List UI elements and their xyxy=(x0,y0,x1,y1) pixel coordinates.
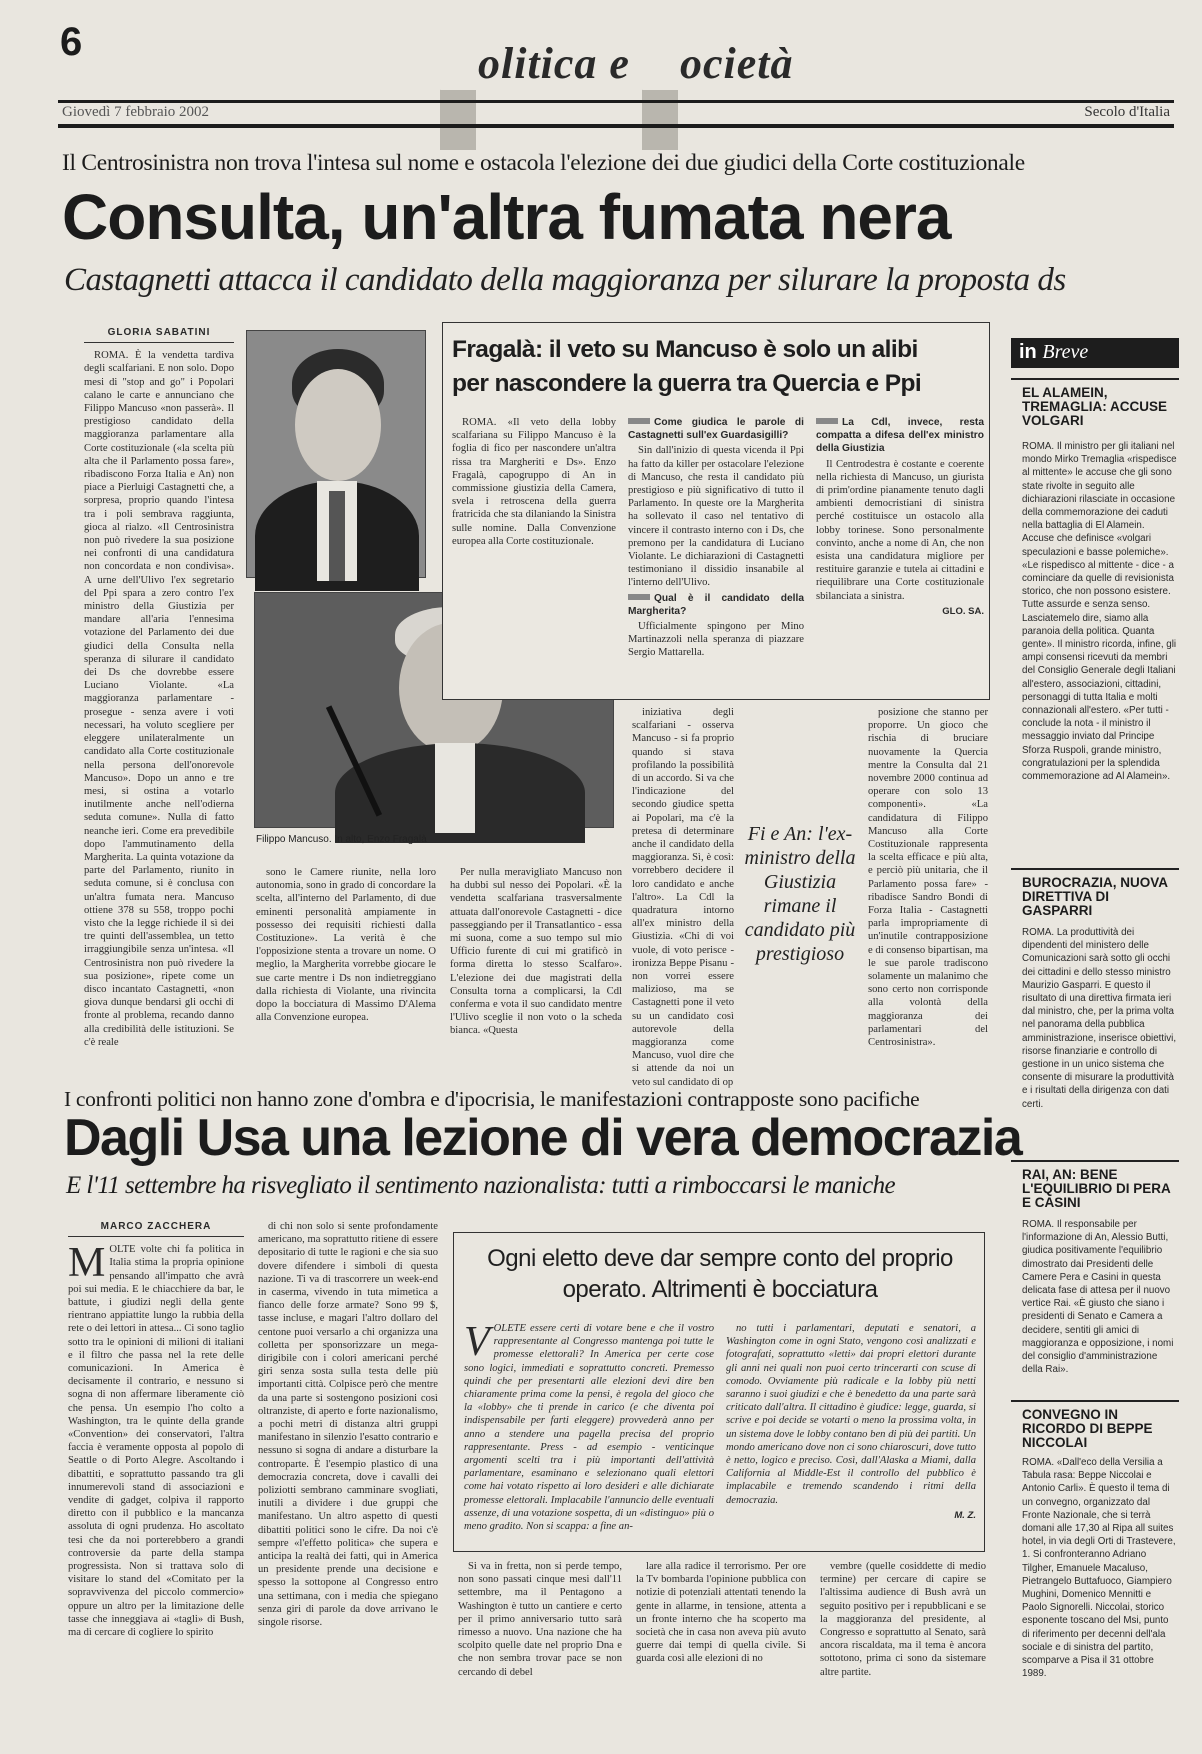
story1-column2 xyxy=(256,866,436,1070)
story1-headline: Consulta, un'altra fumata nera xyxy=(62,181,951,253)
interview-col3 xyxy=(816,416,984,694)
story1-col4-text: iniziativa degli scalfariani - osserva Mancuso - si fa proprio quando si stava profilando la possibilità di un accordo. Si va che l'indicazione del secondo giudice spetta ai Popolari, ma c'è la pretesa di determinare anche il candidato della maggioranza. Sì, è così: vorrebbero decidere il loro candidato e anche l'altro». La Cdl la quadratura intorno all'ex ministro della Giustizia. «Chi di voi vuole, di voto perisce - ironizza Beppe Pisanu - non vorrei essere malizioso, ma se Castagnetti pone il veto su un candidato così autorevole della maggioranza come Mancuso, vuol dire che si attende da noi un veto sul candidato di op xyxy=(632,707,734,1088)
section-title-part2: ocietà xyxy=(679,39,794,88)
photo-caption: Filippo Mancuso. In alto, Enzo Fragalà xyxy=(256,834,427,845)
breve-item1-title: EL ALAMEIN, TREMAGLIA: ACCUSE VOLGARI xyxy=(1022,385,1167,428)
page-number: 6 xyxy=(60,20,83,64)
story1-subhead: Castagnetti attacca il candidato della maggioranza per silurare la proposta ds xyxy=(64,262,1066,298)
story2-bottom-col3 xyxy=(820,1560,986,1730)
story2-col1-text: OLTE volte chi fa politica in Italia stima la propria opinione pensando all'impatto che avrà poi sui media. E le chiacchiere da bar, le battute, i giudizi negli della gente rientrano appiattite lungo la rubbia della rete o dei lettori in attesa... Ci sono taglio sotto tra le opinioni di milioni di italiani e il filtro che passa nel la rete delle comunicazioni. In America è decisamente il contrario, e nessuno si sogna di non affermare liberamente ciò che pensa. Un esempio l'ho colto a Washington, tra le quinte della grande «Convention» dei conservatori, l'altra faccia è veramente opposta al popolo di Seattle o di Porto Alegre. Ascoltando i dibattiti, e soprattutto passando tra gli innumerevoli stand di associazioni e vendite di gadget, colpiva il rapporto diretto con il pubblico e la mancanza assoluta di ogni prudenza. Ho ascoltato tesi che da noi porterebbero a grandi controversie da parte della stampa progressista. Non si trattava solo di visitare lo stand del «Comitato per la sopravvivenza del piccolo commercio» oppure un altro per la limitazione delle tasse che inneggiava ai «tagli» di Bush, ma di cercare di cogliere lo spirito xyxy=(68,1244,244,1639)
breve-item4-title: CONVEGNO IN RICORDO DI BEPPE NICCOLAI xyxy=(1022,1407,1153,1450)
story1-column5 xyxy=(868,706,988,1070)
story1-col3-text: Per nulla meravigliato Mancuso non ha dubbi sul nesso dei Popolari. «È la vendetta scalfariana trasversalmente attuata dall'onorevole Castagnetti - dice passeggiando per il Transatlantico - essa mi suona, come a suo tempo sul mio Ufficio furente di cui mi gratificò in forma diretta lo stesso Scalfaro». L'elezione dei due magistrati della Consulta torna a complicarsi, la Cdl conferma e vota il suo candidato mentre l'Ulivo sceglie il non voto o la scheda bianca. «Questa xyxy=(450,867,622,1037)
breve-rule xyxy=(1011,868,1179,870)
interview-question-2 xyxy=(628,592,804,618)
story2-headline: Dagli Usa una lezione di vera democrazia xyxy=(64,1109,1022,1167)
interview-question-3 xyxy=(816,416,984,456)
paper-name: Secolo d'Italia xyxy=(1084,104,1170,120)
opinion-column1 xyxy=(464,1319,714,1544)
opinion-col2-text: no tutti i parlamentari, deputati e senatori, a Washington come in ogni Stato, vengono così analizzati e fotografati, soprattutto «letti» dai propri elettori durante gli anni nei quali non puoi certo trincerarti con scuse di comodo. Ovviamente più radicale e la lobby più netti saranno i suoi giudizi e che è benedetto da una parte sarà criticato dall'altra. Il cittadino è giudice: legge, guarda, si scrive e poi decide se votarti o meno la prossima volta, in un sistema dove le lobby contano ben di più dei partiti. Un mondo americano dove non ci sono chiaroscuri, dove tutto è netto, logico e preciso. Così, dall'Alaska a Miami, dalla California al Middle-Est il controllo del pubblico è implacabile e tremendo scandendo i ritmi della democrazia. xyxy=(726,1323,976,1506)
story1-byline: GLORIA SABATINI xyxy=(84,326,234,343)
interview-q1-text: Come giudica le parole di Castagnetti sull'ex Guardasigilli? xyxy=(628,417,804,442)
photo-face xyxy=(295,369,381,481)
breve-item4-text: ROMA. «Dall'eco della Versilia a Tabula rasa: Beppe Niccolai e Antonio Carli». È questo il tema di un convegno, organizzato dal Fronte Nazionale, che si terrà domani alle 17,30 al Ripa all suites hotel, in via degli Orti di Trastevere, 1. Si confronteranno Adriano Tilgher, Emanuele Macaluso, Pietrangelo Buttafuoco, Giampiero Mughini, Domenico Mennitti e Paolo Signorelli. Niccolai, storico esponente toscano del Msi, punto di riferimento per decenni dell'ala sociale e di sinistra del partito, scomparve a Pisa il 31 ottobre 1989. xyxy=(1022,1457,1176,1680)
story2-column1 xyxy=(68,1220,244,1730)
story1-col1-text: ROMA. È la vendetta tardiva degli scalfariani. E non solo. Dopo mesi di "stop and go" i Popolari calano le carte e annunciano che Filippo Mancuso «non passerà». Il prestigioso candidato della maggioranza parlamentare alla Corte costituzionale («la scelta più alta che il Parlamento possa fare», ribadiscono Forza Italia e An) non piace a Pierluigi Castagnetti che, a sorpresa, proprio quando l'intesa tra i poli sembrava raggiunta, gioca al rialzo. «Il Centrosinistra non può rivedere la sua posizione nei confronti di una candidatura non concordata e non condivisa». A urne dell'Ulivo l'ex segretario del Ppi spara a zero contro l'ex ministro della Giustizia per mandare all'aria l'ennesima votazione del Parlamento dei due giudici della Consulta nella speranza di silurare il candidato dei Ds che dovrebbe essere Luciano Violante. «La maggioranza parlamentare - prosegue - senza avere i voti necessari, ha voluto scegliere per eleggere unilateralmente un candidato alla Corte costituzionale nella persona dell'onorevole Mancuso». Dopo un anno e tre mesi, si ostina a votarlo inutilmente anche nell'odierna seduta comune». Nulla di fatto neanche ieri. Come era prevedibile dopo l'ammutinamento della Margherita. La quinta votazione da parte del Parlamento, riunito in seduta comune, si è conclusa con un'altra fumata nera. Mancuso ottiene 378 su 558, troppo pochi visto che la legge richiede il sì dei tre quinti dell'assemblea, un tetto irraggiungibile senza un'intesa. «Il Centrosinistra non può rivedere la sua posizione», ripete come un disco incantato Castagnetti, «non giova dunque bendarsi gli occhi di fronte al problema, recando danno alla credibilità delle istituzioni. Se c'è reale xyxy=(84,350,234,1048)
photo-enzo-fragala xyxy=(246,330,426,578)
issue-date: Giovedì 7 febbraio 2002 xyxy=(62,104,210,120)
breve-item3-text: ROMA. Il responsabile per l'informazione di An, Alessio Butti, giudica positivamente l'equilibrio dimostrato dai Presidenti delle Camere Pera e Casini in questa delicata fase di attesa per il nuovo vertice Rai. «È giusto che siano i presidenti di Senato e Camera a decidere, sentiti gli amici di maggioranza e opposizione, i nomi del consiglio d'amministrazione della Rai». xyxy=(1022,1219,1174,1376)
section-cap-s: S xyxy=(642,90,678,150)
story2-kicker: I confronti politici non hanno zone d'ombra e d'ipocrisia, le manifestazioni contrapposte sono pacifiche xyxy=(64,1087,920,1111)
in-breve-header xyxy=(1011,338,1179,368)
opinion-title: Ogni eletto deve dar sempre conto del proprio operato. Altrimenti è bocciatura xyxy=(487,1245,953,1303)
breve-rule xyxy=(1011,378,1179,380)
story2-subhead: E l'11 settembre ha risvegliato il sentimento nazionalista: tutti a rimboccarsi le maniche xyxy=(66,1172,896,1199)
story2-column2 xyxy=(258,1220,438,1730)
breve-item1-text: ROMA. Il ministro per gli italiani nel mondo Mirko Tremaglia «rispedisce al mittente» le accuse che gli sono state rivolte in seguito alle dichiarazioni rilasciate in occasione della commemorazione dei caduti nella battaglia di El Alamein. Accuse che definisce «volgari speculazioni e basse polemiche». «Le rispedisco al mittente - dice - a cominciare da quelle di revisionista storico, che non possono esistere. Tutte assurde e senza senso. Lasciatemelo dire, siamo alla paranoia della politica. Quanta gente». Il ministro ricorda, infine, gli ampi consensi ricevuti da membri del Consiglio Generale degli Italiani all'estero, associazioni, cittadini, personaggi di tutta Italia e molti connazionali all'estero. «Per tutti - conclude la nota - il ministro il messaggio inviato dal Principe Sforza Ruspoli, grande ministro, congratulazioni per la splendida commemorazione ad Al Alamein». xyxy=(1022,441,1177,783)
breve-item2-text: ROMA. La produttività dei dipendenti del ministero delle Comunicazioni sarà sotto gli occhi dei cittadini e dello stesso ministro Maurizio Gasparri. E questo il risultato di una direttiva firmata ieri dal ministro, che, per la prima volta nel panorama della pubblica amministrazione, inserisce obiettivi, risorse finanziarie e controllo di gestione in un unico sistema che consente di misurare la produttività e i risultati della dirigenza con dati certi. xyxy=(1022,927,1177,1110)
story2-bottom-col2-text: lare alla radice il terrorismo. Per ore la Tv bombarda l'opinione pubblica con notizie di potenziali attentati tenendo la gente in allarme, in tensione, attenta a un fronte interno che ha scoperto ma società che in casa non aveva più avuto guerre dai tempi di quella civile. Si guarda così alle elezioni di no xyxy=(636,1561,806,1665)
section-title xyxy=(440,38,793,150)
in-breve-cap: B xyxy=(1042,341,1055,363)
header-rule-bottom xyxy=(58,124,1174,128)
photo-shirt xyxy=(435,743,475,833)
question-marker xyxy=(816,418,838,424)
interview-answer-3: Il Centrodestra è costante e coerente nella richiesta di Mancuso, un giurista di prim'ordine pianamente tenuto dagli ambienti democristiani di sinistra perché costituisce un ostacolo alla lobby torinese. Sono personalmente convinto, anche a nome di An, che non esista una candidatura migliore per restituire garanzie e tutela ai cittadini e riequilibrare una Corte costituzionale sbilanciata a sinistra. xyxy=(816,458,984,602)
story2-byline: MARCO ZACCHERA xyxy=(68,1220,244,1237)
section-title-part1: olitica e xyxy=(478,39,642,88)
story1-column3 xyxy=(450,866,622,1070)
story1-col2-text: sono le Camere riunite, nella loro autonomia, sono in grado di concordare la scelta, all'interno del Parlamento, di due eminenti personalità ampiamente in possesso dei requisiti richiesti dalla Costituzione». La verità è che l'opposizione stenta a trovare un nome. O meglio, la Margherita vorrebbe giocare le sue carte mentre i Ds non indietreggiano dalla richiesta di Violante, una rivincita dopo la bocciatura di Massimo D'Alema alla Convenzione europea. xyxy=(256,867,436,1024)
opinion-col1-text: OLETE essere certi di votare bene e che il vostro rappresentante al Congresso mantenga poi tutte le promesse elettorali? In America per certe cose sono logici, immediati e soprattutto concreti. Premesso quindi che per presentarti alle elezioni devi dire ben chiaramente prima come la pensi, è regola del gioco che la «lobby» che ti prende in carico (e che diventa poi indispensabile per farti eleggere) provvederà anno per anno a stendere una pagella precisa del proprio rappresentante. Press - ad esempio - venticinque argomenti scelti tra i più importanti dell'attività parlamentare, esaminano e selezionano quali elettori come hai votato rispetto ai loro desideri e alle dichiarate promesse elettorali. Implacabile l'annuncio delle eventuali assenze, di una votazione sospetta, di un «distinguo» più o meno gradito. Non si scappa: a fine an- xyxy=(464,1323,714,1533)
interview-signature: GLO. SA. xyxy=(942,605,984,617)
interview-col1 xyxy=(452,416,616,686)
opinion-column2 xyxy=(726,1322,976,1544)
header-rule-top xyxy=(58,100,1174,103)
photo-tie xyxy=(329,491,345,581)
interview-title-line1: Fragalà: il veto su Mancuso è solo un alibi xyxy=(452,336,918,363)
section-cap-p: P xyxy=(440,90,476,150)
story1-kicker: Il Centrosinistra non trova l'intesa sul nome e ostacola l'elezione dei due giudici della Corte costituzionale xyxy=(62,150,1025,176)
interview-q2-text: Qual è il candidato della Margherita? xyxy=(628,592,804,617)
story2-dropcap: M xyxy=(68,1240,106,1287)
interview-answer-1: Sin dall'inizio di questa vicenda il Ppi ha fatto da killer per ostacolare l'elezione di Mancuso, che resta il candidato più prestigioso e più significativo di tutto il Parlamento. In queste ore la Margherita ha sollevato il caso nel tentativo di vincere il contrasto interno con i Ds, che premono per la candidatura di Luciano Violante. Le dichiarazioni di Castagnetti testimoniano il dissidio insanabile al l'interno dell'Ulivo. xyxy=(628,445,804,589)
story1-column1 xyxy=(84,326,234,1076)
interview-answer-2: Ufficialmente spingono per Mino Martinazzoli nella speranza di piazzare Sergio Mattarella. xyxy=(628,621,804,659)
in-breve-part1: in xyxy=(1019,341,1043,363)
story2-bottom-col1-text: Si va in fretta, non si perde tempo, non sono passati cinque mesi dall'11 settembre, ma il Pentagono a Washington è tutto un cantiere e certo per il primo anniversario tutto sarà rimesso a nuovo. Una nazione che ha scolpito quelle date nel proprio Dna e che non sembra trovar pace se non cercando di debel xyxy=(458,1561,622,1678)
breve-item2-title: BUROCRAZIA, NUOVA DIRETTIVA DI GASPARRI xyxy=(1022,875,1168,918)
question-marker xyxy=(628,594,650,600)
opinion-signature: M. Z. xyxy=(954,1509,976,1521)
story2-bottom-col1 xyxy=(458,1560,622,1730)
interview-title-line2: per nascondere la guerra tra Quercia e Ppi xyxy=(452,370,922,397)
story1-pullquote: Fi e An: l'ex-ministro della Giustizia rimane il candidato più prestigioso xyxy=(744,823,856,965)
interview-col2 xyxy=(628,416,804,694)
story1-col5-text: posizione che stanno per proporre. Un gioco che rischia di bruciare nuovamente la Quercia mentre la Consulta dal 21 novembre 2000 continua ad operare con solo 13 componenti». «La candidatura di Filippo Mancuso alla Corte Costituzionale rappresenta la scelta efficace e più alta, e perciò più unitaria, che il Parlamento possa fare» - ribadisce Sandro Bondi di Forza Italia - Castagnetti parla impropriamente di un'inutile contrapposizione e di consenso bipartisan, ma le sue parole tradiscono solamente un malanimo che sono certo non corrisponde alla volontà della maggioranza dei parlamentari del Centrosinistra». xyxy=(868,707,988,1049)
interview-question-1 xyxy=(628,416,804,442)
breve-item3-title: RAI, AN: BENE L'EQUILIBRIO DI PERA E CASINI xyxy=(1022,1167,1171,1210)
interview-intro: ROMA. «Il veto della lobby scalfariana su Filippo Mancuso è la foglia di fico per nascondere un'altra rissa tra Margheriti e Ds». Enzo Fragalà, capogruppo di An in commissione giustizia della Camera, svela i retroscena della guerra fratricida che sta dilaniando la Sinistra sulle nomine. Dalla Convenzione europea alla Corte costituzionale. xyxy=(452,417,616,547)
question-marker xyxy=(628,418,650,424)
story2-col2-text: di chi non solo si sente profondamente americano, ma soprattutto ritiene di essere depositario di tutte le ragioni e che sia suo dovere difendere i simboli di questa nazione. Ti va di trascorrere un week-end in caserma, vivendo in tuta mimetica a fianco delle forze armate? Sono 99 $, tasse incluse, e magari l'altro dollaro del centone puoi versarlo a chi organizza una colletta per sponsorizzare un mega-dirigibile con i colori americani perché giri senza sosta sulla testa delle più importanti città. Colpisce però che mentre da una parte si sostengono posizioni così oltranziste, di aperto e forte nazionalismo, a pochi metri di distanza altri gruppi manifestano in silenzio l'esatto contrario e nessuno si sogna di andare a disturbare la controparte. È l'esempio plastico di una democrazia concreta, dove i cavalli dei poliziotti sembrano camminare svogliati, inutili a dividere i due gruppi che manifestano. Un altro aspetto di questi dibattiti politici sono le cifre. Da noi c'è sempre «l'effetto politica» che supera e anticipa la realtà dei fatti, qui in America un presidente prende una decisione e spesso la sottopone al Congresso entro una settimana, con i media che spiegano senza giri di parole da dove arrivano le singole risorse. xyxy=(258,1221,438,1629)
story2-bottom-col3-text: vembre (quelle cosiddette di medio termine) per cercare di capire se l'altissima audience di Bush avrà un seguito positivo per i repubblicani e se la maggioranza del presidente, al Congresso e soprattutto al Senato, sarà ancora riscaldata, ma il tema è ancora sottotono, prima ci sono da sistemare altre partite. xyxy=(820,1561,986,1678)
opinion-dropcap: V xyxy=(464,1319,490,1365)
story2-bottom-col2 xyxy=(636,1560,806,1730)
breve-rule xyxy=(1011,1160,1179,1162)
breve-rule xyxy=(1011,1400,1179,1402)
in-breve-part2: reve xyxy=(1054,341,1089,363)
interview-q3-text: La Cdl, invece, resta compatta a difesa dell'ex ministro della Giustizia xyxy=(816,417,984,455)
story1-column4 xyxy=(632,706,734,1088)
